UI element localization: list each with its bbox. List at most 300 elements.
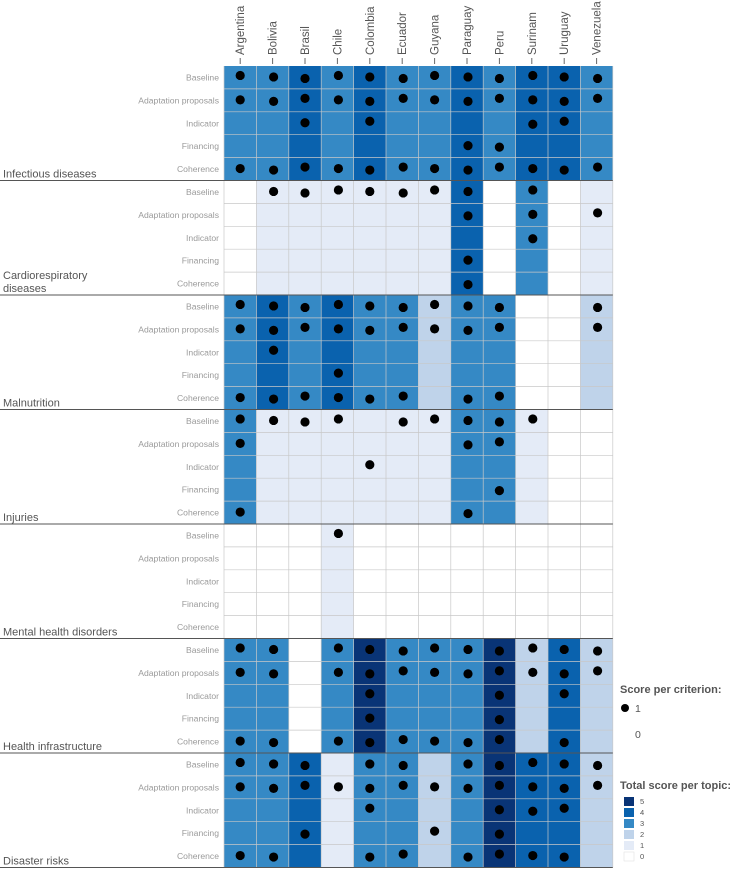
score-dot-disaster-risks-bolivia [269,759,278,768]
score-dot-cardiorespiratory-diseases-surinam [528,185,537,194]
score-dot-infectious-diseases-venezuela [593,94,602,103]
legend-level-0: 0 [640,852,645,861]
criterion-label-financing: Financing [181,599,219,610]
criterion-label-adaptation-proposals: Adaptation proposals [138,553,219,564]
score-dot-health-infrastructure-uruguay [560,669,569,678]
cell-injuries-surinam [516,410,548,525]
cell-cardiorespiratory-diseases-argentina [224,181,256,296]
score-dot-infectious-diseases-ecuador [399,162,408,171]
score-dot-disaster-risks-ecuador [399,849,408,858]
cell-disaster-risks-guyana [418,753,450,868]
score-dot-disaster-risks-chile [334,782,343,791]
score-dot-health-infrastructure-venezuela [593,646,602,655]
score-dot-cardiorespiratory-diseases-ecuador [399,188,408,197]
cell-injuries-venezuela [580,410,612,525]
criterion-label-baseline: Baseline [186,415,219,426]
score-dot-disaster-risks-uruguay [560,759,569,768]
score-dot-infectious-diseases-peru [495,162,504,171]
country-label-venezuela: Venezuela [591,1,604,55]
score-dot-health-infrastructure-peru [495,646,504,655]
legend-swatch-5 [624,797,634,806]
score-dot-disaster-risks-brasil [300,830,309,839]
country-label-paraguay: Paraguay [462,5,474,55]
score-dot-disaster-risks-surinam [528,807,537,816]
cell-mental-health-disorders-paraguay [451,524,483,639]
score-dot-injuries-brasil [300,417,309,426]
cell-health-infrastructure-venezuela [580,639,612,754]
score-dot-health-infrastructure-paraguay [463,645,472,654]
criterion-label-indicator: Indicator [186,576,219,587]
score-dot-infectious-diseases-brasil [300,118,309,127]
score-dot-disaster-risks-surinam [528,758,537,767]
cell-malnutrition-paraguay [451,295,483,410]
score-dot-cardiorespiratory-diseases-paraguay [463,256,472,265]
score-dot-health-infrastructure-peru [495,735,504,744]
cell-infectious-diseases-guyana [418,66,450,181]
score-dot-injuries-paraguay [463,509,472,518]
score-dot-malnutrition-brasil [300,323,309,332]
criterion-label-indicator: Indicator [186,118,219,129]
legend-swatch-1 [624,841,634,850]
score-dot-injuries-peru [495,486,504,495]
legend-swatch-2 [624,830,634,839]
cell-injuries-ecuador [386,410,418,525]
legend-swatch-0 [624,852,634,861]
score-dot-health-infrastructure-colombia [365,738,374,747]
cell-health-infrastructure-argentina [224,639,256,754]
legend-score-zero: 0 [635,729,641,741]
score-dot-malnutrition-peru [495,303,504,312]
criterion-label-coherence: Coherence [176,507,219,518]
score-dot-disaster-risks-peru [495,805,504,814]
cell-disaster-risks-paraguay [451,753,483,868]
score-dot-health-infrastructure-guyana [430,668,439,677]
score-dot-health-infrastructure-argentina [236,736,245,745]
cell-disaster-risks-argentina [224,753,256,868]
cell-injuries-uruguay [548,410,580,525]
cell-health-infrastructure-surinam [516,639,548,754]
score-dot-infectious-diseases-brasil [300,74,309,83]
score-dot-infectious-diseases-uruguay [560,72,569,81]
cell-mental-health-disorders-argentina [224,524,256,639]
score-dot-infectious-diseases-paraguay [463,97,472,106]
score-dot-disaster-risks-brasil [300,781,309,790]
cell-injuries-chile [321,410,353,525]
cell-malnutrition-guyana [418,295,450,410]
country-label-peru: Peru [494,30,507,55]
score-dot-disaster-risks-guyana [430,782,439,791]
score-dot-health-infrastructure-peru [495,691,504,700]
score-dot-malnutrition-chile [334,324,343,333]
country-label-brasil: Brasil [300,26,312,55]
score-dot-cardiorespiratory-diseases-venezuela [593,208,602,217]
score-dot-disaster-risks-colombia [365,852,374,861]
country-label-colombia: Colombia [364,6,377,55]
score-dot-disaster-risks-bolivia [269,852,278,861]
score-dot-disaster-risks-argentina [236,758,245,767]
score-dot-malnutrition-ecuador [399,391,408,400]
score-dot-health-infrastructure-paraguay [463,669,472,678]
cell-mental-health-disorders-brasil [289,524,321,639]
criterion-label-coherence: Coherence [176,736,219,747]
score-dot-infectious-diseases-chile [334,71,343,80]
criterion-label-financing: Financing [181,484,219,495]
legend-level-5: 5 [640,797,645,806]
score-dot-infectious-diseases-bolivia [269,97,278,106]
score-dot-disaster-risks-peru [495,849,504,858]
cell-health-infrastructure-chile [321,639,353,754]
score-dot-malnutrition-bolivia [269,394,278,403]
score-dot-malnutrition-peru [495,391,504,400]
criterion-label-financing: Financing [181,141,219,152]
score-dot-health-infrastructure-colombia [365,669,374,678]
score-dot-health-infrastructure-venezuela [593,666,602,675]
topic-label-cardiorespiratory-diseases: Cardiorespiratory [3,270,88,282]
score-dot-infectious-diseases-surinam [528,164,537,173]
score-dot-infectious-diseases-guyana [430,71,439,80]
score-dot-cardiorespiratory-diseases-bolivia [269,187,278,196]
score-dot-malnutrition-argentina [236,300,245,309]
criterion-label-indicator: Indicator [186,461,219,472]
score-dot-cardiorespiratory-diseases-paraguay [463,187,472,196]
score-dot-infectious-diseases-ecuador [399,74,408,83]
score-dot-disaster-risks-colombia [365,759,374,768]
score-dot-disaster-risks-brasil [300,761,309,770]
cell-malnutrition-venezuela [580,295,612,410]
score-dot-health-infrastructure-argentina [236,643,245,652]
cell-mental-health-disorders-uruguay [548,524,580,639]
score-dot-injuries-colombia [365,460,374,469]
score-dot-infectious-diseases-colombia [365,117,374,126]
topic-label-malnutrition: Malnutrition [3,397,60,410]
score-dot-mental-health-disorders-chile [334,529,343,538]
cell-mental-health-disorders-guyana [418,524,450,639]
criterion-label-adaptation-proposals: Adaptation proposals [138,209,219,220]
cell-injuries-peru [483,410,515,525]
topic-label-injuries: Injuries [3,512,39,524]
score-dot-disaster-risks-uruguay [560,804,569,813]
score-dot-health-infrastructure-uruguay [560,645,569,654]
score-dot-malnutrition-venezuela [593,303,602,312]
topic-label-health-infrastructure: Health infrastructure [3,741,103,753]
score-dot-infectious-diseases-chile [334,164,343,173]
score-dot-disaster-risks-surinam [528,782,537,791]
score-dot-infectious-diseases-surinam [528,120,537,129]
score-dot-injuries-bolivia [269,416,278,425]
criterion-label-coherence: Coherence [176,278,219,289]
country-label-argentina: Argentina [235,5,248,55]
score-dot-infectious-diseases-brasil [300,162,309,171]
score-dot-health-infrastructure-chile [334,668,343,677]
cell-infectious-diseases-paraguay [451,66,483,181]
cell-malnutrition-uruguay [548,295,580,410]
score-dot-health-infrastructure-guyana [430,643,439,652]
score-dot-infectious-diseases-paraguay [463,141,472,150]
score-dot-health-infrastructure-colombia [365,714,374,723]
cell-mental-health-disorders-peru [483,524,515,639]
cell-health-infrastructure-bolivia [256,639,288,754]
country-label-surinam: Surinam [526,12,539,55]
score-dot-malnutrition-guyana [430,300,439,309]
score-dot-disaster-risks-paraguay [463,784,472,793]
score-dot-health-infrastructure-ecuador [399,646,408,655]
cell-disaster-risks-brasil [289,753,321,868]
score-dot-infectious-diseases-paraguay [463,72,472,81]
criterion-label-adaptation-proposals: Adaptation proposals [138,324,219,335]
cell-infectious-diseases-argentina [224,66,256,181]
cell-health-infrastructure-brasil [289,639,321,754]
score-dot-injuries-argentina [236,439,245,448]
score-dot-infectious-diseases-uruguay [560,117,569,126]
score-dot-infectious-diseases-brasil [300,94,309,103]
criterion-label-baseline: Baseline [186,530,219,541]
score-dot-health-infrastructure-bolivia [269,738,278,747]
cell-cardiorespiratory-diseases-guyana [418,181,450,296]
score-dot-malnutrition-brasil [300,391,309,400]
legend-score-one: 1 [635,703,641,715]
score-dot-injuries-argentina [236,414,245,423]
score-dot-health-infrastructure-guyana [430,736,439,745]
legend-swatch-3 [624,819,634,828]
score-dot-malnutrition-bolivia [269,346,278,355]
cells-layer [224,66,613,868]
score-dot-infectious-diseases-argentina [236,71,245,80]
score-dot-disaster-risks-peru [495,830,504,839]
criterion-label-financing: Financing [181,713,219,724]
cell-cardiorespiratory-diseases-ecuador [386,181,418,296]
criterion-label-adaptation-proposals: Adaptation proposals [138,782,219,793]
topic-label-disaster-risks: Disaster risks [3,855,70,868]
score-dot-disaster-risks-ecuador [399,781,408,790]
score-dot-malnutrition-chile [334,393,343,402]
cell-malnutrition-chile [321,295,353,410]
score-dot-disaster-risks-venezuela [593,781,602,790]
score-dot-infectious-diseases-bolivia [269,165,278,174]
criterion-label-baseline: Baseline [186,186,219,197]
legend-level-3: 3 [640,819,645,828]
criterion-label-coherence: Coherence [176,851,219,862]
criterion-label-financing: Financing [181,255,219,266]
score-dot-cardiorespiratory-diseases-guyana [430,185,439,194]
legend-score-title: Score per criterion: [620,684,722,696]
cell-mental-health-disorders-bolivia [256,524,288,639]
cell-infectious-diseases-chile [321,66,353,181]
cell-mental-health-disorders-surinam [516,524,548,639]
cell-disaster-risks-venezuela [580,753,612,868]
score-dot-health-infrastructure-ecuador [399,735,408,744]
score-dot-injuries-peru [495,437,504,446]
score-dot-health-infrastructure-colombia [365,689,374,698]
score-dot-infectious-diseases-surinam [528,71,537,80]
criterion-label-adaptation-proposals: Adaptation proposals [138,667,219,678]
cell-mental-health-disorders-venezuela [580,524,612,639]
score-dot-infectious-diseases-uruguay [560,97,569,106]
score-dot-infectious-diseases-colombia [365,165,374,174]
cell-health-infrastructure-paraguay [451,639,483,754]
cell-injuries-brasil [289,410,321,525]
score-dot-malnutrition-brasil [300,303,309,312]
score-dot-malnutrition-ecuador [399,323,408,332]
legend-level-4: 4 [640,808,645,817]
score-dot-health-infrastructure-ecuador [399,666,408,675]
cell-cardiorespiratory-diseases-chile [321,181,353,296]
score-dot-health-infrastructure-colombia [365,645,374,654]
score-dot-infectious-diseases-chile [334,95,343,104]
score-dot-cardiorespiratory-diseases-paraguay [463,280,472,289]
score-dot-disaster-risks-colombia [365,784,374,793]
cell-cardiorespiratory-diseases-venezuela [580,181,612,296]
score-dot-disaster-risks-paraguay [463,852,472,861]
score-dot-disaster-risks-uruguay [560,784,569,793]
cell-mental-health-disorders-colombia [354,524,386,639]
score-dot-infectious-diseases-argentina [236,95,245,104]
score-dot-cardiorespiratory-diseases-surinam [528,210,537,219]
score-dot-infectious-diseases-guyana [430,164,439,173]
score-dot-malnutrition-paraguay [463,326,472,335]
score-dot-injuries-argentina [236,507,245,516]
cell-cardiorespiratory-diseases-colombia [354,181,386,296]
score-dot-injuries-ecuador [399,417,408,426]
score-dot-infectious-diseases-venezuela [593,162,602,171]
score-dot-disaster-risks-peru [495,761,504,770]
score-dot-infectious-diseases-peru [495,94,504,103]
score-dot-malnutrition-guyana [430,324,439,333]
legend-dot-one [621,704,629,712]
score-dot-malnutrition-argentina [236,393,245,402]
score-dot-disaster-risks-colombia [365,804,374,813]
criterion-label-indicator: Indicator [186,690,219,701]
score-dot-health-infrastructure-surinam [528,668,537,677]
score-dot-disaster-risks-ecuador [399,761,408,770]
cell-malnutrition-colombia [354,295,386,410]
cell-injuries-guyana [418,410,450,525]
score-dot-infectious-diseases-colombia [365,72,374,81]
score-dot-injuries-chile [334,414,343,423]
country-label-guyana: Guyana [429,14,442,55]
score-dot-injuries-guyana [430,414,439,423]
cell-injuries-bolivia [256,410,288,525]
legend-level-1: 1 [640,841,645,850]
legend-level-2: 2 [640,830,645,839]
criterion-label-indicator: Indicator [186,232,219,243]
cell-injuries-paraguay [451,410,483,525]
score-dot-health-infrastructure-argentina [236,668,245,677]
score-dot-injuries-peru [495,417,504,426]
cell-injuries-argentina [224,410,256,525]
criterion-label-baseline: Baseline [186,72,219,83]
criterion-label-baseline: Baseline [186,644,219,655]
score-dot-health-infrastructure-bolivia [269,645,278,654]
score-dot-infectious-diseases-peru [495,74,504,83]
score-dot-disaster-risks-peru [495,781,504,790]
topic-label-mental-health-disorders: Mental health disorders [3,626,118,639]
score-dot-malnutrition-argentina [236,324,245,333]
criterion-label-financing: Financing [181,370,219,381]
score-dot-injuries-paraguay [463,416,472,425]
criterion-label-indicator: Indicator [186,347,219,358]
criterion-label-indicator: Indicator [186,805,219,816]
cell-mental-health-disorders-ecuador [386,524,418,639]
cell-mental-health-disorders-chile [321,524,353,639]
score-dot-disaster-risks-argentina [236,851,245,860]
score-dot-disaster-risks-surinam [528,851,537,860]
cell-cardiorespiratory-diseases-bolivia [256,181,288,296]
score-dot-disaster-risks-bolivia [269,784,278,793]
score-dot-health-infrastructure-peru [495,715,504,724]
criterion-label-coherence: Coherence [176,164,219,175]
criterion-label-coherence: Coherence [176,393,219,404]
score-dot-infectious-diseases-peru [495,143,504,152]
score-dot-malnutrition-paraguay [463,394,472,403]
score-dot-cardiorespiratory-diseases-colombia [365,187,374,196]
topic-label-infectious-diseases: Infectious diseases [3,168,97,181]
country-label-uruguay: Uruguay [559,11,572,55]
score-dot-health-infrastructure-chile [334,736,343,745]
criterion-label-adaptation-proposals: Adaptation proposals [138,95,219,106]
score-dot-malnutrition-bolivia [269,301,278,310]
country-label-chile: Chile [332,28,345,55]
criterion-label-adaptation-proposals: Adaptation proposals [138,438,219,449]
score-dot-infectious-diseases-surinam [528,95,537,104]
criterion-label-coherence: Coherence [176,622,219,633]
score-dot-malnutrition-chile [334,300,343,309]
topic-label-cardiorespiratory-diseases: diseases [3,283,47,295]
score-dot-infectious-diseases-bolivia [269,72,278,81]
criterion-label-baseline: Baseline [186,759,219,770]
score-dot-malnutrition-chile [334,369,343,378]
score-dot-malnutrition-colombia [365,326,374,335]
score-dot-infectious-diseases-ecuador [399,94,408,103]
score-dot-malnutrition-colombia [365,394,374,403]
score-dot-infectious-diseases-guyana [430,95,439,104]
cell-cardiorespiratory-diseases-uruguay [548,181,580,296]
score-dot-cardiorespiratory-diseases-brasil [300,188,309,197]
score-dot-disaster-risks-venezuela [593,761,602,770]
cell-malnutrition-argentina [224,295,256,410]
score-dot-health-infrastructure-bolivia [269,669,278,678]
cell-disaster-risks-chile [321,753,353,868]
score-dot-health-infrastructure-surinam [528,643,537,652]
score-dot-cardiorespiratory-diseases-chile [334,185,343,194]
legend-swatch-4 [624,808,634,817]
score-dot-disaster-risks-guyana [430,827,439,836]
score-dot-cardiorespiratory-diseases-paraguay [463,211,472,220]
score-dot-injuries-surinam [528,414,537,423]
legend-total-title: Total score per topic: [620,780,732,792]
score-dot-health-infrastructure-paraguay [463,738,472,747]
criterion-label-financing: Financing [181,828,219,839]
score-dot-infectious-diseases-uruguay [560,165,569,174]
country-label-ecuador: Ecuador [397,12,410,55]
score-dot-infectious-diseases-argentina [236,164,245,173]
score-dot-disaster-risks-argentina [236,782,245,791]
legend-total [620,780,731,861]
score-dot-infectious-diseases-colombia [365,97,374,106]
score-dot-malnutrition-peru [495,323,504,332]
score-dot-malnutrition-bolivia [269,326,278,335]
legend-score [620,684,721,741]
country-label-bolivia: Bolivia [267,21,280,55]
score-dot-health-infrastructure-peru [495,666,504,675]
score-dot-injuries-paraguay [463,440,472,449]
score-dot-malnutrition-ecuador [399,303,408,312]
score-dot-infectious-diseases-venezuela [593,74,602,83]
score-dot-cardiorespiratory-diseases-surinam [528,234,537,243]
cell-infectious-diseases-bolivia [256,66,288,181]
score-dot-infectious-diseases-paraguay [463,165,472,174]
score-dot-health-infrastructure-chile [334,643,343,652]
score-dot-health-infrastructure-uruguay [560,689,569,698]
